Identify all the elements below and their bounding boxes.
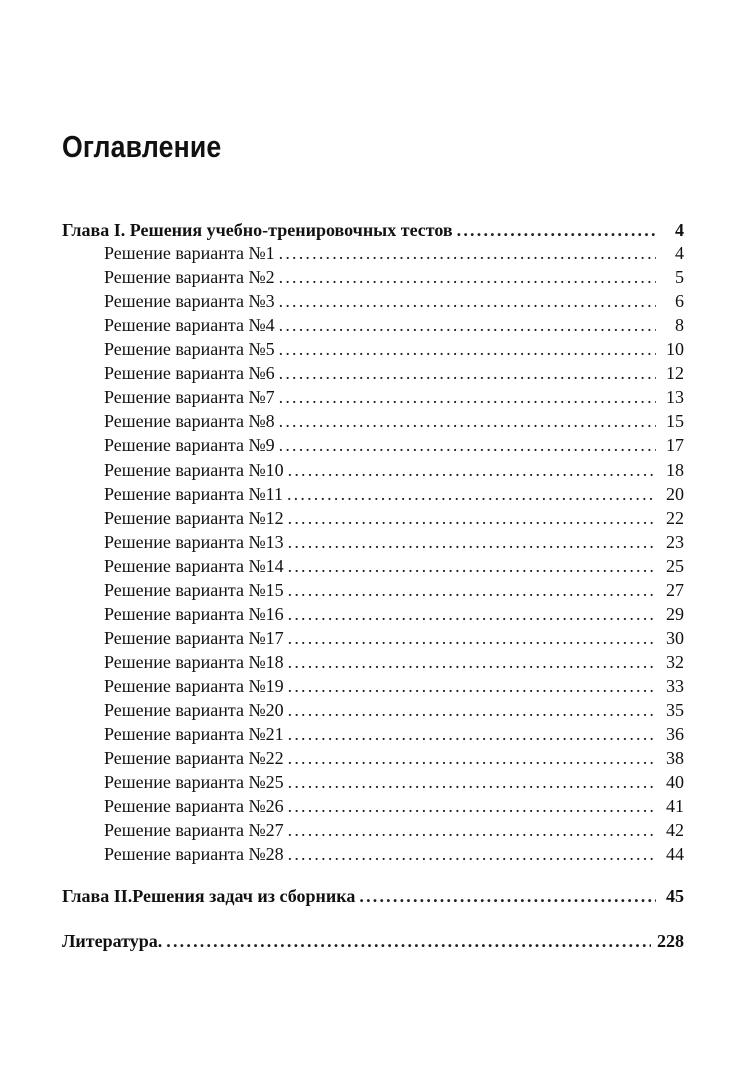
toc-variant-page: 6 <box>675 291 684 312</box>
toc-variant-page: 18 <box>666 459 684 480</box>
toc-variant-item[interactable] <box>104 627 684 649</box>
toc-literature[interactable] <box>62 930 684 952</box>
toc-variant-label: Решение варианта №18 <box>104 651 284 672</box>
leader-dots <box>288 843 656 865</box>
toc-variant-page: 44 <box>666 844 684 865</box>
toc-variant-page: 33 <box>666 675 684 696</box>
page-title: Оглавление <box>62 128 222 164</box>
toc-variant-item[interactable] <box>104 434 684 456</box>
toc-variant-item[interactable] <box>104 314 684 336</box>
toc-variant-item[interactable] <box>104 338 684 360</box>
leader-dots <box>359 885 656 907</box>
toc-variant-label: Решение варианта №20 <box>104 700 284 720</box>
toc-variant-page: 42 <box>666 820 684 841</box>
toc-variant-item[interactable] <box>104 699 684 721</box>
toc-variant-item[interactable] <box>104 555 684 577</box>
toc-chapter-1-page: 4 <box>675 220 684 240</box>
leader-dots <box>279 314 656 336</box>
leader-dots <box>288 531 656 553</box>
leader-dots <box>288 555 656 577</box>
toc-variant-item[interactable] <box>104 771 684 793</box>
toc-variant-page: 40 <box>666 772 684 793</box>
leader-dots <box>288 771 656 793</box>
leader-dots <box>288 723 656 745</box>
toc-variant-item[interactable] <box>104 507 684 529</box>
toc-variant-label: Решение варианта №14 <box>104 555 284 576</box>
leader-dots <box>288 579 656 601</box>
toc-variant-label: Решение варианта №7 <box>104 387 275 408</box>
toc-variant-label: Решение варианта №28 <box>104 844 284 865</box>
toc-variant-item[interactable] <box>104 843 684 865</box>
toc-variant-page: 23 <box>666 531 684 552</box>
toc-variant-label: Решение варианта №15 <box>104 579 284 600</box>
leader-dots <box>457 219 656 241</box>
toc-variant-page: 32 <box>666 651 684 672</box>
leader-dots <box>279 290 656 312</box>
toc-variant-page: 30 <box>666 627 684 648</box>
toc-variant-page: 12 <box>666 363 684 384</box>
toc-variant-page: 5 <box>675 267 684 288</box>
toc-variant-item[interactable] <box>104 386 684 408</box>
leader-dots <box>288 747 656 769</box>
toc-chapter-2[interactable] <box>62 885 684 907</box>
toc-variant-item[interactable] <box>104 819 684 841</box>
toc-variant-label: Решение варианта №16 <box>104 603 284 624</box>
toc-variant-label: Решение варианта №5 <box>104 339 275 360</box>
toc-variant-label: Решение варианта №10 <box>104 459 284 480</box>
leader-dots <box>279 338 656 360</box>
leader-dots <box>288 627 656 649</box>
toc-literature-label: Литература. <box>62 931 163 951</box>
toc-variant-item[interactable] <box>104 290 684 312</box>
toc-variant-item[interactable] <box>104 723 684 745</box>
toc-variant-label: Решение варианта №1 <box>104 243 275 263</box>
toc-chapter-2-page: 45 <box>666 886 684 906</box>
leader-dots <box>287 483 656 505</box>
toc-variant-item[interactable] <box>104 675 684 697</box>
toc-variant-page: 17 <box>666 435 684 456</box>
toc-variant-item[interactable] <box>104 483 684 505</box>
toc-variant-label: Решение варианта №26 <box>104 796 284 817</box>
leader-dots <box>279 362 656 384</box>
toc-variant-item[interactable] <box>104 795 684 817</box>
toc-variant-label: Решение варианта №17 <box>104 627 284 648</box>
leader-dots <box>279 410 656 432</box>
leader-dots <box>166 930 651 952</box>
toc-variant-label: Решение варианта №2 <box>104 267 275 288</box>
toc-variant-page: 29 <box>666 603 684 624</box>
leader-dots <box>288 699 656 721</box>
toc-variant-label: Решение варианта №4 <box>104 315 275 336</box>
toc-variant-page: 10 <box>666 339 684 360</box>
leader-dots <box>288 603 656 625</box>
toc-chapter-1[interactable] <box>62 219 684 241</box>
leader-dots <box>279 242 656 264</box>
leader-dots <box>288 507 656 529</box>
toc-variant-item[interactable] <box>104 410 684 432</box>
toc-variant-label: Решение варианта №22 <box>104 748 284 768</box>
toc-variant-page: 25 <box>666 555 684 576</box>
toc-variant-label: Решение варианта №13 <box>104 531 284 552</box>
toc-chapter-1-label: Глава I. Решения учебно-тренировочных тестов <box>62 220 453 240</box>
toc-variant-page: 38 <box>666 748 684 768</box>
toc-variant-item[interactable] <box>104 651 684 673</box>
toc-chapter-2-label: Глава II.Решения задач из сборника <box>62 886 356 906</box>
toc-variant-page: 27 <box>666 579 684 600</box>
toc-variant-page: 13 <box>666 387 684 408</box>
toc-variant-page: 41 <box>666 796 684 817</box>
toc-variant-label: Решение варианта №25 <box>104 772 284 793</box>
toc-variant-page: 4 <box>675 243 684 263</box>
toc-variant-page: 35 <box>666 700 684 720</box>
toc-variant-label: Решение варианта №19 <box>104 675 284 696</box>
leader-dots <box>288 795 656 817</box>
toc-variant-item[interactable] <box>104 242 684 264</box>
leader-dots <box>279 386 656 408</box>
toc-variant-page: 20 <box>666 483 684 504</box>
leader-dots <box>279 266 656 288</box>
toc-variant-item[interactable] <box>104 531 684 553</box>
toc-variant-page: 8 <box>675 315 684 336</box>
toc-variant-page: 36 <box>666 724 684 744</box>
toc-variant-item[interactable] <box>104 362 684 384</box>
toc-variant-label: Решение варианта №8 <box>104 411 275 432</box>
leader-dots <box>288 675 656 697</box>
leader-dots <box>279 434 656 456</box>
toc-variant-label: Решение варианта №9 <box>104 435 275 456</box>
toc-variant-label: Решение варианта №21 <box>104 724 284 744</box>
toc-variant-label: Решение варианта №6 <box>104 363 275 384</box>
toc-variant-label: Решение варианта №27 <box>104 820 284 841</box>
toc-variant-page: 22 <box>666 507 684 528</box>
toc-variant-item[interactable] <box>104 459 684 481</box>
toc-variant-page: 15 <box>666 411 684 432</box>
toc-variant-label: Решение варианта №11 <box>104 483 283 504</box>
toc-variant-label: Решение варианта №3 <box>104 291 275 312</box>
toc-variant-item[interactable] <box>104 603 684 625</box>
leader-dots <box>288 819 656 841</box>
toc-variant-item[interactable] <box>104 579 684 601</box>
toc-variant-item[interactable] <box>104 747 684 769</box>
toc-literature-page: 228 <box>657 931 684 951</box>
toc-variant-label: Решение варианта №12 <box>104 507 284 528</box>
toc-variant-item[interactable] <box>104 266 684 288</box>
leader-dots <box>288 459 656 481</box>
leader-dots <box>288 651 656 673</box>
